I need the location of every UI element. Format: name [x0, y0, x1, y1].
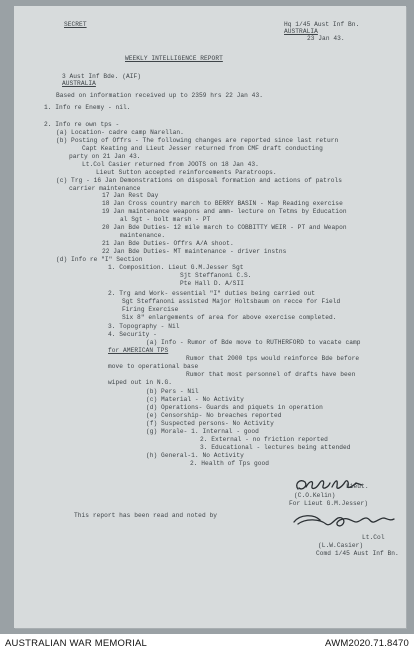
- footer-bar: [0, 634, 414, 653]
- line-trg-work: 2. Trg and Work- essential "I" duties being carried out: [108, 290, 315, 297]
- line-training: (c) Trg - 16 Jan Demonstrations on disposal formation and actions of patrols: [56, 177, 342, 184]
- sig1-for: For Lieut G.M.Jesser): [289, 500, 369, 507]
- sig2-title: Comd 1/45 Aust Inf Bn.: [316, 550, 399, 557]
- line-rumor-3: Rumor that most personnel of drafts have been: [186, 371, 356, 378]
- line-posting-2: Capt Keating and Lieut Jesser returned from CMF draft conducting: [82, 145, 323, 152]
- line-posting-4: Lt.Col Casier returned from JOOTS on 18 Jan 43.: [82, 161, 259, 168]
- line-topography: 3. Topography - Nil: [108, 323, 180, 330]
- line-rumor-2b: move to operational base: [108, 363, 199, 370]
- line-operations: (d) Operations- Guards and piquets in operation: [146, 404, 323, 411]
- brigade-country: AUSTRALIA: [62, 80, 96, 87]
- noted-line: This report has been read and noted by: [74, 512, 217, 519]
- line-security: 4. Security -: [108, 331, 157, 338]
- line-17jan: 17 Jan Rest Day: [102, 192, 159, 199]
- sig2-rank: Lt.Col: [362, 534, 385, 541]
- line-20jan: 20 Jan Bde Duties- 12 mile march to COBBITTY WEIR - PT and Weapon: [102, 224, 347, 231]
- line-training-2: carrier maintenance: [69, 185, 141, 192]
- sig2-name: (L.W.Casier): [318, 542, 364, 549]
- line-rumor-3b: wiped out in N.G.: [108, 379, 172, 386]
- line-18jan: 18 Jan Cross country march to BERRY BASIN - Map Reading exercise: [102, 200, 343, 207]
- secret-marking: SECRET: [64, 21, 87, 28]
- line-location: (a) Location- cadre camp Narellan.: [56, 129, 184, 136]
- line-posting-5: Lieut Sutton accepted reinforcements Paratroops.: [96, 169, 277, 176]
- signature-casier: [290, 510, 400, 532]
- line-suspected: (f) Suspected persons- No Activity: [146, 420, 274, 427]
- line-general-2: 2. Health of Tps good: [190, 460, 270, 467]
- line-trg-work-2: Sgt Steffanoni assisted Major Holtsbaum on recce for Field: [122, 298, 341, 305]
- section-own-troops: 2. Info re own tps -: [44, 121, 120, 128]
- line-rumor-2: Rumor that 2000 tps would reinforce Bde before: [186, 355, 360, 362]
- brigade-name: 3 Aust Inf Bde. (AIF): [62, 73, 142, 80]
- line-morale-2: 2. External - no friction reported: [200, 436, 328, 443]
- unit-country: AUSTRALIA: [284, 28, 318, 35]
- section-enemy: 1. Info re Enemy - nil.: [44, 104, 131, 111]
- line-trg-work-4: Six 8" enlargements of area for above exercise completed.: [122, 314, 337, 321]
- line-morale-3: 3. Educational - lectures being attended: [200, 444, 351, 451]
- line-trg-work-3: Firing Exercise: [122, 306, 179, 313]
- line-22jan: 22 Jan Bde Duties- MT maintenance - driver instns: [102, 248, 287, 255]
- line-censorship: (e) Censorship- No breaches reported: [146, 412, 282, 419]
- line-material: (c) Material - No Activity: [146, 396, 244, 403]
- sig1-name: (C.O.Kelin): [294, 492, 336, 499]
- report-date: 23 Jan 43.: [307, 35, 345, 42]
- line-20jan-2: maintenance.: [120, 232, 166, 239]
- line-pers: (b) Pers - Nil: [146, 388, 199, 395]
- sig1-rank: Lieut.: [346, 483, 369, 490]
- unit-header: Hq 1/45 Aust Inf Bn.: [284, 21, 360, 28]
- footer-institution: AUSTRALIAN WAR MEMORIAL: [5, 638, 148, 649]
- line-morale: (g) Morale- 1. Internal - good: [146, 428, 259, 435]
- line-posting-3: party on 21 Jan 43.: [69, 153, 141, 160]
- line-composition-2: Sjt Steffanoni C.S.: [180, 272, 252, 279]
- line-21jan: 21 Jan Bde Duties- Offrs A/A shoot.: [102, 240, 234, 247]
- line-i-section: (d) Info re "I" Section: [56, 256, 143, 263]
- line-19jan-2: al Sgt - bolt marsh - PT: [120, 216, 211, 223]
- report-title: WEEKLY INTELLIGENCE REPORT: [125, 55, 223, 62]
- line-rumor-1: (a) Info - Rumor of Bde move to RUTHERFORD to vacate camp: [146, 339, 361, 346]
- line-composition-3: Pte Hall D. A/SII: [180, 280, 244, 287]
- line-posting: (b) Posting of Offrs - The following changes are reported since last return: [56, 137, 339, 144]
- footer-accession-number: AWM2020.71.8470: [325, 638, 409, 649]
- intro-line: Based on information received up to 2359 hrs 22 Jan 43.: [56, 92, 263, 99]
- line-19jan: 19 Jan maintenance weapons and amm- lecture on Tetms by Education: [102, 208, 347, 215]
- line-rumor-1b: for AMERICAN TPS: [108, 347, 169, 354]
- line-composition: 1. Composition. Lieut G.M.Jesser Sgt: [108, 264, 244, 271]
- line-general: (h) General-1. No Activity: [146, 452, 244, 459]
